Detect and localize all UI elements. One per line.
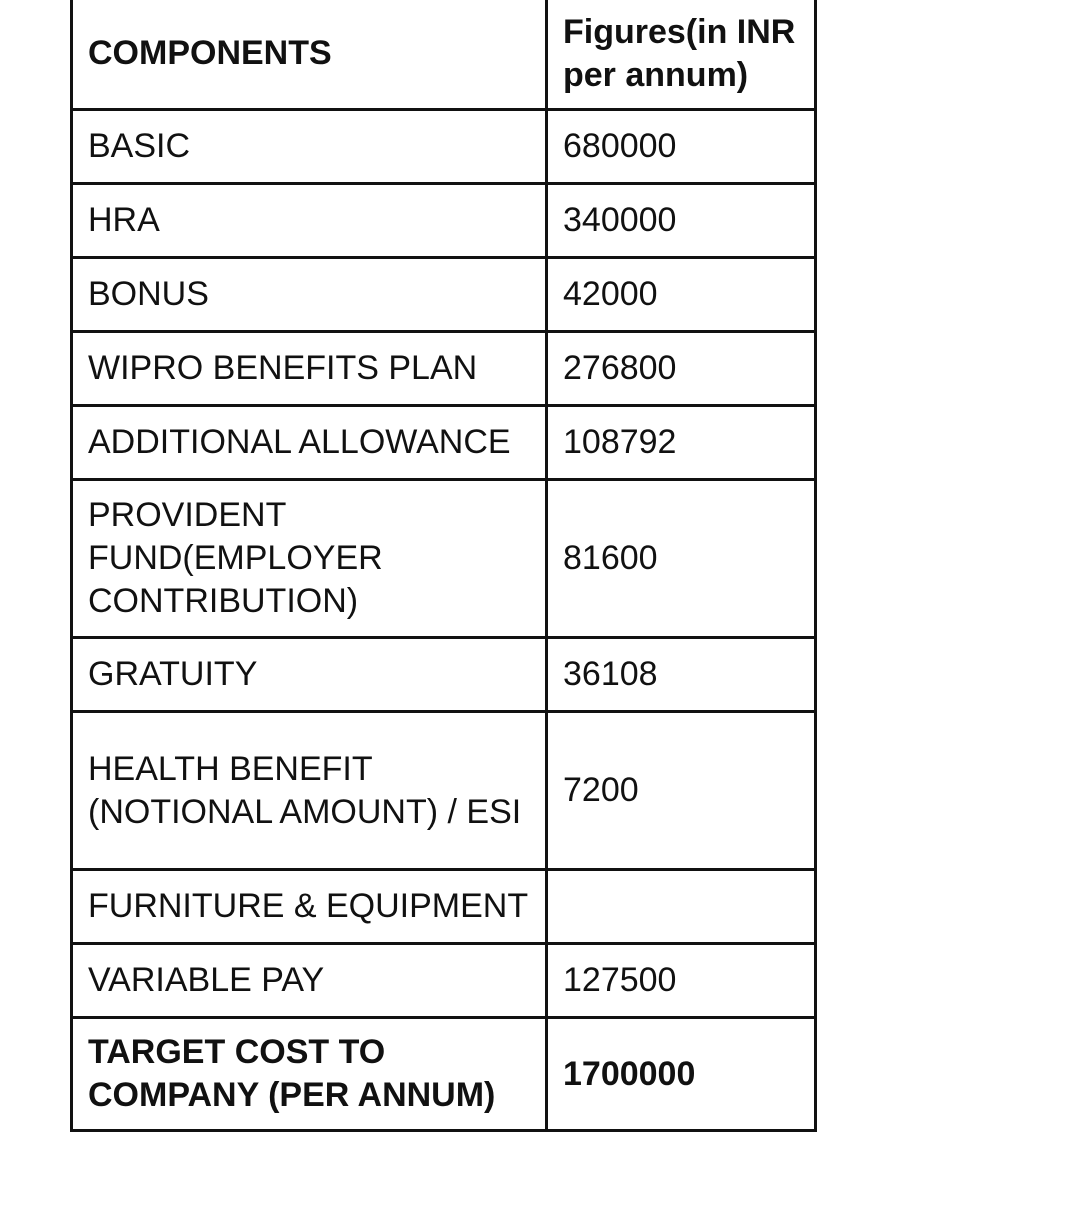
component-cell: BONUS (72, 258, 547, 332)
value-cell: 680000 (547, 110, 816, 184)
table-row (72, 258, 816, 332)
component-cell: WIPRO BENEFITS PLAN (72, 332, 547, 406)
total-value-cell: 1700000 (547, 1018, 816, 1131)
component-cell: BASIC (72, 110, 547, 184)
header-figures: Figures(in INR per annum) (547, 0, 816, 110)
table-row (72, 712, 816, 870)
value-cell: 81600 (547, 480, 816, 638)
total-label-cell: TARGET COST TO COMPANY (PER ANNUM) (72, 1018, 547, 1131)
table-header-row (72, 0, 816, 110)
component-cell: HEALTH BENEFIT (NOTIONAL AMOUNT) / ESI (72, 712, 547, 870)
header-components: COMPONENTS (72, 0, 547, 110)
component-cell: VARIABLE PAY (72, 944, 547, 1018)
value-cell: 36108 (547, 638, 816, 712)
ctc-table-container (70, 0, 817, 1132)
table-row (72, 638, 816, 712)
value-cell: 276800 (547, 332, 816, 406)
table-row (72, 406, 816, 480)
ctc-breakdown-table (70, 0, 817, 1132)
table-row (72, 480, 816, 638)
table-row (72, 870, 816, 944)
component-cell: GRATUITY (72, 638, 547, 712)
total-row (72, 1018, 816, 1131)
value-cell: 7200 (547, 712, 816, 870)
table-row (72, 332, 816, 406)
value-cell: 340000 (547, 184, 816, 258)
value-cell (547, 870, 816, 944)
value-cell: 127500 (547, 944, 816, 1018)
component-cell: PROVIDENT FUND(EMPLOYER CONTRIBUTION) (72, 480, 547, 638)
table-row (72, 944, 816, 1018)
value-cell: 108792 (547, 406, 816, 480)
table-row (72, 110, 816, 184)
table-row (72, 184, 816, 258)
component-cell: ADDITIONAL ALLOWANCE (72, 406, 547, 480)
component-cell: HRA (72, 184, 547, 258)
component-cell: FURNITURE & EQUIPMENT (72, 870, 547, 944)
value-cell: 42000 (547, 258, 816, 332)
